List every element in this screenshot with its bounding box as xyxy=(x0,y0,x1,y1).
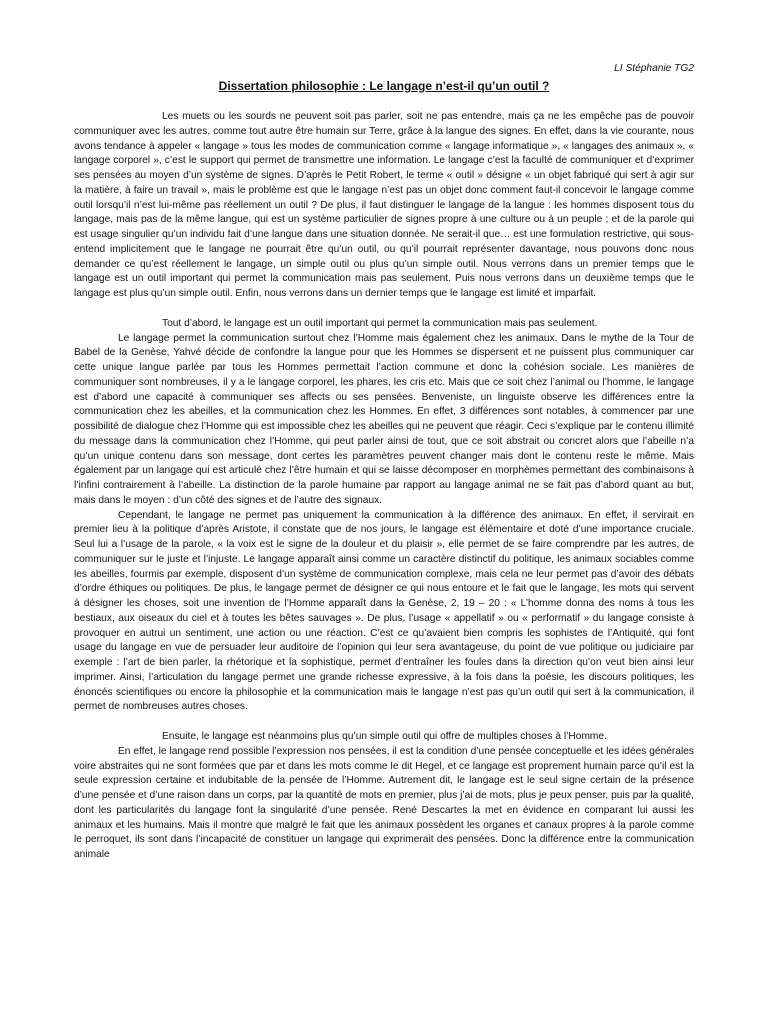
part-one-paragraph-a: Le langage permet la communication surtout chez l’Homme mais également chez les animaux. Dans le mythe de la Tour de Babel de la Genèse, Yahvé décide de confondre la langue pour que les Hommes se dispersent et ne puissent plus communiquer car cette unique langue parlée par tous les Hommes permettait l’action commune et donc la cohésion sociale. Les manières de communiquer sont nombreuses, il y a le langage corporel, les phares, les cris etc. Mais que ce soit chez l’animal ou l’homme, le langage est d’abord une capacité à communiquer ses affects ou ses pensées. Benveniste, un linguiste observe les différences entre la communication chez les abeilles, et la communication chez les Hommes. En effet, 3 différences sont notables, à commencer par une possibilité de dialogue chez l’Homme qui est impossible chez les abeilles qui ne peuvent que réagir. Ceci s’explique par le contenu illimité du message dans la communication chez l’Homme, qui peut parler ainsi de tout, que ce soit abstrait ou concret alors que l’abeille n’a qu’un unique contenu dans son message, dont certes les paramètres peuvent changer mais dont le contenu reste le même. Mais également par un langage qui est articulé chez l’être humain et qui se laisse décomposer en morphèmes permettant des combinaisons à l’infini contrairement à l’abeille. La distinction de la parole humaine par rapport au langage animal ne se fait pas d’abord quant au but, mais dans le moyen : d’un côté des signes et de l’autre des signaux. xyxy=(74,332,694,506)
paragraph-gap xyxy=(74,302,694,317)
document-body xyxy=(74,62,694,863)
part-two-heading-paragraph: Ensuite, le langage est néanmoins plus qu’un simple outil qui offre de multiples choses à l’Homme. xyxy=(162,731,607,742)
part-two-paragraph-a: En effet, le langage rend possible l’expression nos pensées, il est la condition d’une pensée conceptuelle et les idées générales voire abstraites qui ne sont formées que par et dans les mots comme le dit Hegel, et ce langage est proprement humain parce qu’il est la seule expression certaine et indubitable de la pensée de l’Homme. Autrement dit, le langage est le seul signe certain de la présence d’une pensée et d’une raison dans un corps, par la quantité de mots en premier, plus j’ai de mots, plus je peux penser, puis par la qualité, dont les particularités du langage font la singularité d’une pensée. René Descartes la met en évidence en comparant lui aussi les animaux et les humains. Mais il montre que malgré le fait que les animaux possèdent les organes et canaux propres à la parole comme le perroquet, ils sont dans l’incapacité de constituer un langage qui exprimerait des pensées. Donc la différence entre la communication animale xyxy=(74,745,694,860)
paragraph-gap xyxy=(74,715,694,730)
author-line: LI Stéphanie TG2 xyxy=(614,63,694,74)
part-one-heading-paragraph: Tout d’abord, le langage est un outil important qui permet la communication mais pas seulement. xyxy=(162,317,598,329)
part-one-paragraph-b: Cependant, le langage ne permet pas uniquement la communication à la différence des animaux. En effet, il servirait en premier lieu à la politique d’après Aristote, il constate que de nos jours, le langage est élémentaire et doté d’une importance cruciale. Seul lui a l’usage de la parole, « la voix est le signe de la douleur et du plaisir », elle permet de se faire comprendre par les autres, de communiquer sur le juste et l’injuste. Le langage apparaît ainsi comme un caractère distinctif du politique, les animaux sociables comme les abeilles, fourmis par exemple, disposent d’un système de communication complexe, mais cela ne leur permet pas d’avoir des débats d’ordre éthiques ou politiques. De plus, le langage permet de désigner ce qui nous entoure et le fait que le langage, les mots qui servent à désigner les choses, soit une invention de l’Homme apparaît dans la Genèse, 2, 19 – 20 : « L’homme donna des noms à tous les bestiaux, aux oiseaux du ciel et à toutes les bêtes sauvages ». De plus, l’usage « appellatif » ou « performatif » du langage consiste à provoquer en autrui un sentiment, une action ou une réaction. C’est ce qu’avaient bien compris les sophistes de l’Antiquité, qui font usage du langage en vue de persuader leur auditoire de l’opinion qui leur sera avantageuse, du point de vue politique ou judiciaire par exemple : l’art de bien parler, la rhétorique et la sophistique, permet d’entraîner les foules dans la direction qu’on veut bien ainsi leur imprimer. Ainsi, l’articulation du langage permet une grande richesse expressive, à la fois dans la poésie, les discours politiques, les énoncés scientifiques ou encore la philosophie et la communication mais le langage n’est pas qu’un outil qui sert à la communication, il permet de nombreuses autres choses. xyxy=(74,509,694,713)
document-title: Dissertation philosophie : Le langage n’est-il qu’un outil ? xyxy=(218,79,550,93)
introduction-paragraph: Les muets ou les sourds ne peuvent soit pas parler, soit ne pas entendre, mais ça ne les empêche pas de pouvoir communiquer avec les autres, comme tout autre être humain sur Terre, grâce à la langue des signes. En effet, dans la vie courante, nous avons tendance à appeler « langage » tous les modes de communication comme « langage informatique », « langages des animaux », « langage corporel », c’est le support qui permet de transmettre une information. Le langage c’est la faculté de communiquer et d’exprimer ses pensées au moyen d’un système de signes. D’après le Petit Robert, le terme « outil » désigne « un objet fabriqué qui sert à agir sur la matière, à faire un travail », mais le problème est que le langage n’est pas un objet donc comment faut-il concevoir le langage comme outil lorsqu’il n’est lui-même pas réellement un outil ? De plus, il faut distinguer le langage de la langue : les hommes disposent tous du langage, mais pas de la même langue, qui est un système particulier de signes propre à une culture ou à un peuple ; et de la parole qui est usage singulier qu’un individu fait d’une langue dans une situation donnée. Ne serait-il que… est une formulation restrictive, qui sous-entend implicitement que le langage ne pourrait être qu’un outil, ou qu’il pourrait représenter davantage, nous pouvons donc nous demander ce qu’est réellement le langage, un simple outil ou plus qu’un simple outil. Nous verrons dans un premier temps que le langage est un outil important qui permet la communication mais pas seulement. Puis nous verrons dans un deuxième temps que le langage est plus qu’un simple outil. Enfin, nous verrons dans un dernier temps que le langage est limité et imparfait. xyxy=(74,111,694,299)
